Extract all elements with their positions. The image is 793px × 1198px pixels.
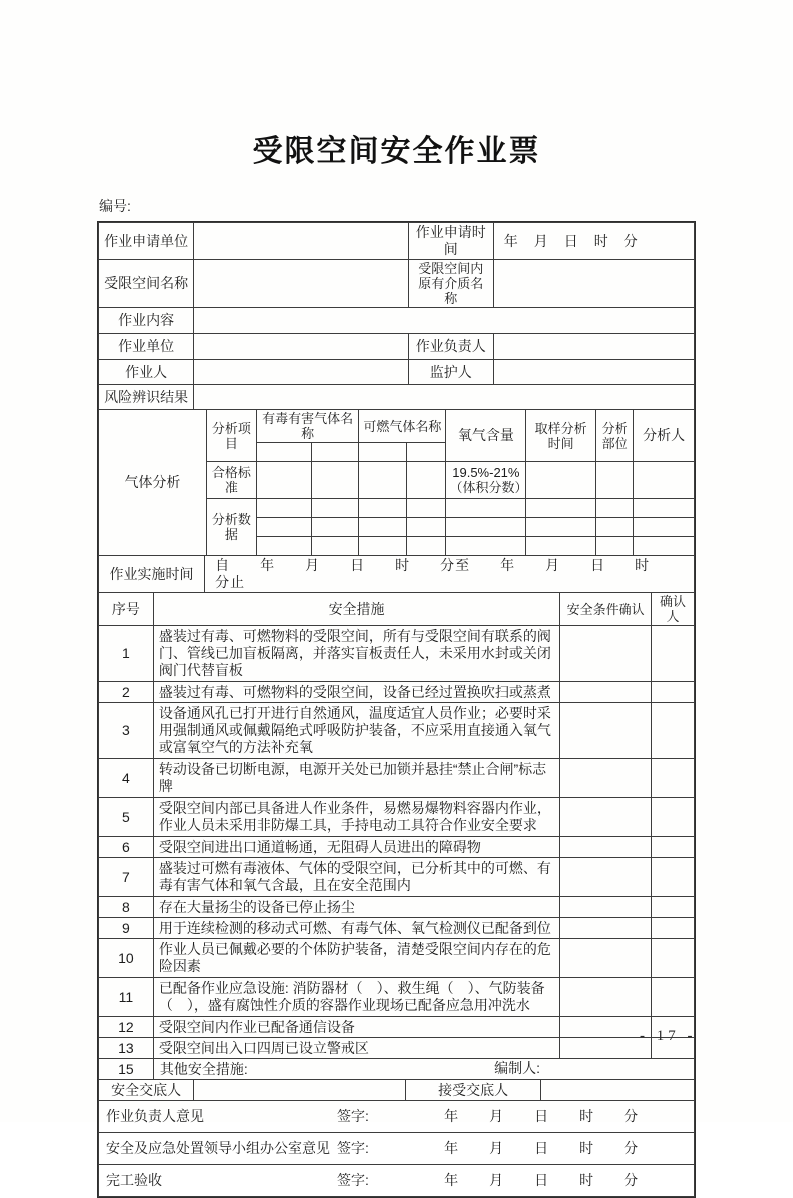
measure-no: 9 bbox=[99, 918, 154, 939]
measure-text: 已配备作业应急设施: 消防器材（ ）、救生绳（ ）、气防装备（ ），盛有腐蚀性介质的容器作业现场已配备应急用冲洗水 bbox=[153, 978, 559, 1017]
table-row bbox=[99, 360, 695, 385]
standard-cell bbox=[359, 462, 406, 499]
toxic-gas-header: 有毒有害气体名称 bbox=[256, 410, 359, 443]
measure-no: 12 bbox=[99, 1017, 154, 1038]
analysis-data-label: 分析数据 bbox=[206, 499, 256, 556]
analysis-data-cell bbox=[359, 537, 406, 556]
confirmer-cell bbox=[652, 918, 695, 939]
document-number-label: 编号: bbox=[99, 198, 131, 214]
signoff-cell bbox=[99, 1133, 695, 1165]
table-row bbox=[99, 385, 695, 410]
analysis-data-cell bbox=[256, 499, 311, 518]
table-row bbox=[99, 556, 695, 593]
measure-row bbox=[99, 759, 695, 798]
page-number: - 17 - bbox=[640, 1028, 697, 1044]
analysis-data-cell bbox=[526, 518, 596, 537]
standard-cell bbox=[596, 462, 634, 499]
disclosure-giver-value bbox=[194, 1080, 406, 1101]
condition-confirm-cell bbox=[560, 682, 652, 703]
analysis-data-cell bbox=[311, 499, 359, 518]
flammable-gas-name-cell bbox=[406, 443, 446, 462]
measure-text: 用于连续检测的移动式可燃、有毒气体、氧气检测仪已配备到位 bbox=[153, 918, 559, 939]
signature-label: 签字: bbox=[337, 1140, 369, 1156]
condition-confirm-cell bbox=[560, 837, 652, 858]
page-title: 受限空间安全作业票 bbox=[252, 135, 541, 168]
analysis-data-cell bbox=[406, 518, 446, 537]
space-name-label: 受限空间名称 bbox=[99, 260, 194, 308]
table-row bbox=[99, 223, 695, 260]
condition-confirm-cell bbox=[560, 1038, 652, 1059]
measure-row bbox=[99, 626, 695, 682]
disclosure-receiver-value bbox=[541, 1080, 695, 1101]
worker-label: 作业人 bbox=[99, 360, 194, 385]
request-time-value: 年 月 日 时 分 bbox=[493, 223, 694, 260]
flammable-gas-name-cell bbox=[359, 443, 406, 462]
work-content-label: 作业内容 bbox=[99, 308, 194, 334]
measure-text: 转动设备已切断电源，电源开关处已加锁并悬挂“禁止合闸”标志牌 bbox=[153, 759, 559, 798]
disclosure-table bbox=[98, 1079, 695, 1101]
measure-no: 15 bbox=[99, 1059, 154, 1080]
implementation-time-table bbox=[98, 555, 695, 593]
leader-opinion-label: 作业负责人意见 bbox=[106, 1108, 204, 1124]
measure-text: 作业人员已佩戴必要的个体防护装备，清楚受限空间内存在的危险因素 bbox=[153, 939, 559, 978]
condition-confirm-cell bbox=[560, 897, 652, 918]
qualified-standard-label: 合格标准 bbox=[206, 462, 256, 499]
gas-analysis-section-label: 气体分析 bbox=[99, 410, 207, 556]
prepared-by-label: 编制人: bbox=[494, 1060, 541, 1076]
request-unit-value bbox=[194, 223, 409, 260]
measure-text: 盛装过有毒、可燃物料的受限空间，设备已经过置换吹扫或蒸煮 bbox=[153, 682, 559, 703]
safety-measures-table bbox=[98, 592, 695, 1080]
measure-no: 3 bbox=[99, 703, 154, 759]
analysis-item-label: 分析项目 bbox=[206, 410, 256, 462]
analysis-data-cell bbox=[634, 518, 695, 537]
confirmer-cell bbox=[652, 703, 695, 759]
signoff-row bbox=[99, 1165, 695, 1197]
disclosure-receiver-label: 接受交底人 bbox=[405, 1080, 540, 1101]
guardian-label: 监护人 bbox=[408, 360, 493, 385]
condition-confirm-cell bbox=[560, 918, 652, 939]
condition-confirm-cell bbox=[560, 798, 652, 837]
confirmer-cell bbox=[652, 897, 695, 918]
analysis-data-cell bbox=[596, 518, 634, 537]
signoff-cell bbox=[99, 1165, 695, 1197]
condition-confirm-cell bbox=[560, 978, 652, 1017]
measure-row bbox=[99, 798, 695, 837]
measure-row bbox=[99, 703, 695, 759]
standard-cell bbox=[311, 462, 359, 499]
measure-no: 10 bbox=[99, 939, 154, 978]
analyst-header: 分析人 bbox=[634, 410, 695, 462]
confirmer-cell bbox=[652, 978, 695, 1017]
safety-office-opinion-label: 安全及应急处置领导小组办公室意见 bbox=[106, 1140, 330, 1156]
confirmer-cell bbox=[652, 939, 695, 978]
measure-no: 5 bbox=[99, 798, 154, 837]
analysis-data-cell bbox=[311, 537, 359, 556]
work-content-value bbox=[194, 308, 695, 334]
oxygen-header: 氧气含量 bbox=[446, 410, 526, 462]
request-time-label: 作业申请时间 bbox=[408, 223, 493, 260]
measure-text: 存在大量扬尘的设备已停止扬尘 bbox=[153, 897, 559, 918]
measure-row bbox=[99, 939, 695, 978]
other-measures-label: 其他安全措施: bbox=[159, 1060, 248, 1077]
signoff-row bbox=[99, 1101, 695, 1133]
signoff-date: 年 月 日 时 分 bbox=[444, 1172, 640, 1188]
worker-value bbox=[194, 360, 409, 385]
analysis-data-cell bbox=[634, 499, 695, 518]
analysis-part-header: 分析部位 bbox=[596, 410, 634, 462]
risk-result-value bbox=[194, 385, 695, 410]
info-table bbox=[98, 222, 695, 410]
measure-text: 盛装过可燃有毒液体、气体的受限空间，已分析其中的可燃、有毒有害气体和氧气含最，且在安全范围内 bbox=[153, 858, 559, 897]
standard-cell bbox=[256, 462, 311, 499]
disclosure-giver-label: 安全交底人 bbox=[99, 1080, 194, 1101]
flammable-gas-header: 可燃气体名称 bbox=[359, 410, 446, 443]
implementation-time-value: 自 年 月 日 时 分至 年 月 日 时 分止 bbox=[205, 556, 695, 593]
table-row bbox=[99, 308, 695, 334]
form-content bbox=[97, 126, 696, 1198]
analysis-data-cell bbox=[596, 537, 634, 556]
table-row bbox=[99, 1080, 695, 1101]
analysis-data-cell bbox=[446, 518, 526, 537]
work-unit-value bbox=[194, 334, 409, 360]
analysis-data-cell bbox=[359, 499, 406, 518]
measure-row bbox=[99, 1038, 695, 1059]
analysis-data-cell bbox=[526, 537, 596, 556]
toxic-gas-name-cell bbox=[256, 443, 311, 462]
condition-confirm-header: 安全条件确认 bbox=[560, 593, 652, 626]
guardian-value bbox=[493, 360, 694, 385]
table-row bbox=[99, 334, 695, 360]
confirmer-cell bbox=[652, 837, 695, 858]
work-leader-label: 作业负责人 bbox=[408, 334, 493, 360]
measure-row bbox=[99, 918, 695, 939]
measure-text: 受限空间内作业已配备通信设备 bbox=[153, 1017, 559, 1038]
measure-row bbox=[99, 858, 695, 897]
measure-no: 6 bbox=[99, 837, 154, 858]
confirmer-header: 确认人 bbox=[652, 593, 695, 626]
work-unit-label: 作业单位 bbox=[99, 334, 194, 360]
confirmer-cell bbox=[652, 798, 695, 837]
confirmer-cell bbox=[652, 858, 695, 897]
measure-no: 1 bbox=[99, 626, 154, 682]
standard-cell bbox=[526, 462, 596, 499]
condition-confirm-cell bbox=[560, 1017, 652, 1038]
condition-confirm-cell bbox=[560, 703, 652, 759]
signoff-row bbox=[99, 1133, 695, 1165]
other-measures-row bbox=[99, 1059, 695, 1080]
signoff-cell bbox=[99, 1101, 695, 1133]
analysis-data-cell bbox=[311, 518, 359, 537]
condition-confirm-cell bbox=[560, 858, 652, 897]
analysis-data-cell bbox=[446, 499, 526, 518]
analysis-data-cell bbox=[256, 518, 311, 537]
analysis-data-cell bbox=[406, 499, 446, 518]
measure-text: 受限空间出入口四周已设立警戒区 bbox=[153, 1038, 559, 1059]
space-name-value bbox=[194, 260, 409, 308]
measure-no: 7 bbox=[99, 858, 154, 897]
confirmer-cell bbox=[652, 682, 695, 703]
analysis-data-cell bbox=[526, 499, 596, 518]
measure-text: 受限空间进出口通道畅通，无阻碍人员进出的障碍物 bbox=[153, 837, 559, 858]
measure-text: 盛装过有毒、可燃物料的受限空间，所有与受限空间有联系的阀门、管线已加盲板隔离，并落实盲板责任人，未采用水封或关闭阀门代替盲板 bbox=[153, 626, 559, 682]
measure-text: 受限空间内部已具备进人作业条件，易燃易爆物料容器内作业，作业人员未采用非防爆工具，手持电动工具符合作业安全要求 bbox=[153, 798, 559, 837]
signature-label: 签字: bbox=[337, 1108, 369, 1124]
analysis-data-cell bbox=[596, 499, 634, 518]
measure-no: 8 bbox=[99, 897, 154, 918]
table-row bbox=[99, 410, 695, 443]
analysis-data-cell bbox=[359, 518, 406, 537]
completion-acceptance-label: 完工验收 bbox=[106, 1172, 162, 1188]
measure-no-header: 序号 bbox=[99, 593, 154, 626]
toxic-gas-name-cell bbox=[311, 443, 359, 462]
condition-confirm-cell bbox=[560, 626, 652, 682]
permit-form bbox=[97, 221, 696, 1198]
measure-row bbox=[99, 682, 695, 703]
measure-row bbox=[99, 978, 695, 1017]
original-medium-value bbox=[493, 260, 694, 308]
standard-cell bbox=[634, 462, 695, 499]
measure-header: 安全措施 bbox=[153, 593, 559, 626]
signature-label: 签字: bbox=[337, 1172, 369, 1188]
request-unit-label: 作业申请单位 bbox=[99, 223, 194, 260]
measure-no: 2 bbox=[99, 682, 154, 703]
original-medium-label: 受限空间内原有介质名称 bbox=[408, 260, 493, 308]
signoff-date: 年 月 日 时 分 bbox=[444, 1140, 640, 1156]
signoff-table bbox=[98, 1100, 695, 1197]
measure-row bbox=[99, 897, 695, 918]
standard-cell bbox=[406, 462, 446, 499]
analysis-data-cell bbox=[256, 537, 311, 556]
work-leader-value bbox=[493, 334, 694, 360]
measure-text: 设备通风孔已打开进行自然通风，温度适宜人员作业；必要时采用强制通风或佩戴隔绝式呼吸防护装备，不应采用直接通入氧气或富氧空气的方法补充氧 bbox=[153, 703, 559, 759]
condition-confirm-cell bbox=[560, 759, 652, 798]
other-measures-cell bbox=[153, 1059, 694, 1080]
confirmer-cell bbox=[652, 626, 695, 682]
sampling-time-header: 取样分析时间 bbox=[526, 410, 596, 462]
measure-no: 13 bbox=[99, 1038, 154, 1059]
confirmer-cell bbox=[652, 759, 695, 798]
gas-analysis-table bbox=[98, 409, 695, 556]
oxygen-standard-value: 19.5%-21%（体积分数） bbox=[446, 462, 526, 499]
measure-no: 4 bbox=[99, 759, 154, 798]
measure-row bbox=[99, 837, 695, 858]
analysis-data-cell bbox=[634, 537, 695, 556]
table-row bbox=[99, 260, 695, 308]
analysis-data-cell bbox=[406, 537, 446, 556]
signoff-date: 年 月 日 时 分 bbox=[444, 1108, 640, 1124]
measure-no: 11 bbox=[99, 978, 154, 1017]
risk-result-label: 风险辨识结果 bbox=[99, 385, 194, 410]
condition-confirm-cell bbox=[560, 939, 652, 978]
analysis-data-cell bbox=[446, 537, 526, 556]
table-row bbox=[99, 593, 695, 626]
measure-row bbox=[99, 1017, 695, 1038]
implementation-time-label: 作业实施时间 bbox=[99, 556, 205, 593]
